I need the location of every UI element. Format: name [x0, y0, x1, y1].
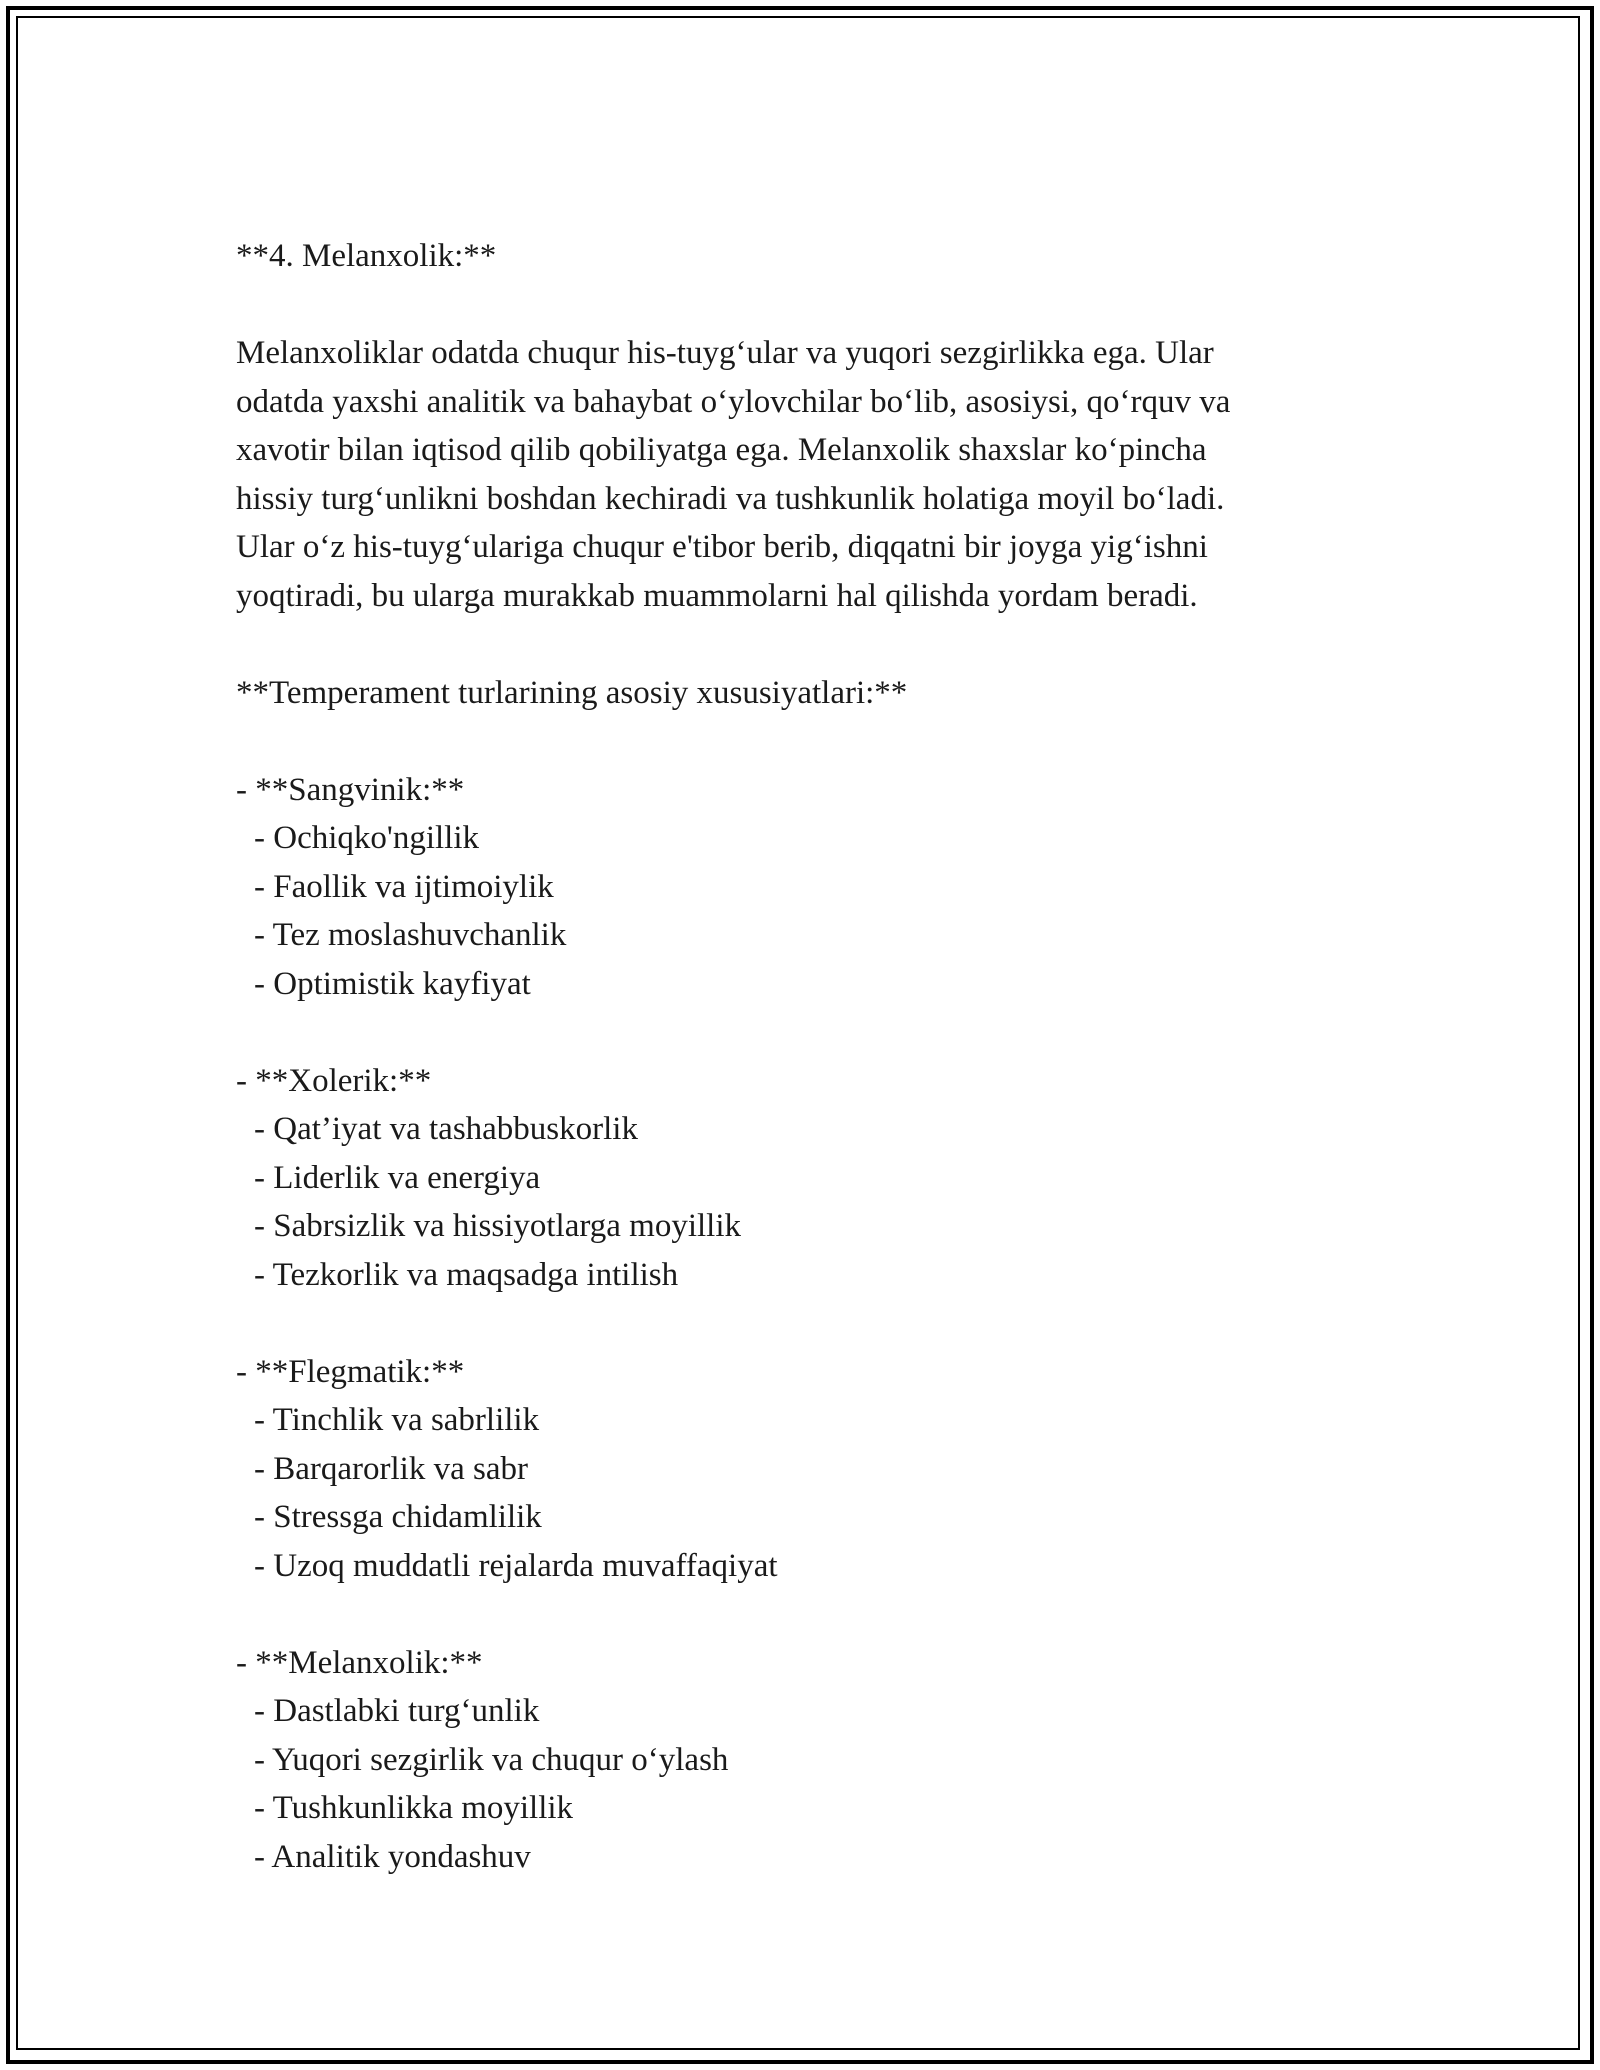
type-block-melanxolik	[236, 1639, 1366, 1882]
type-label: - **Xolerik:**	[236, 1062, 432, 1099]
paragraph-line: hissiy turg‘unlikni boshdan kechiradi va tushkunlik holatiga moyil bo‘ladi.	[236, 480, 1225, 517]
type-label: - **Flegmatik:**	[236, 1353, 465, 1390]
type-trait: - Tezkorlik va maqsadga intilish	[254, 1256, 679, 1293]
type-trait: - Yuqori sezgirlik va chuqur o‘ylash	[254, 1741, 729, 1778]
type-trait: - Faollik va ijtimoiylik	[254, 868, 554, 905]
paragraph-line: xavotir bilan iqtisod qilib qobiliyatga ega. Melanxolik shaxslar ko‘pincha	[236, 432, 1207, 468]
paragraph-line: Ular o‘z his-tuyg‘ulariga chuqur e'tibor berib, diqqatni bir joyga yig‘ishni	[236, 529, 1208, 565]
spacer	[236, 717, 1366, 766]
document-body	[236, 232, 1366, 1881]
type-trait: - Optimistik kayfiyat	[254, 965, 531, 1002]
type-trait: - Sabrsizlik va hissiyotlarga moyillik	[254, 1208, 742, 1244]
type-trait: - Ochiqko'ngillik	[254, 820, 480, 856]
spacer	[236, 1299, 1366, 1348]
spacer	[236, 1590, 1366, 1639]
type-trait: - Stressga chidamlilik	[254, 1499, 542, 1535]
type-trait: - Dastlabki turg‘unlik	[254, 1693, 540, 1729]
type-label: - **Sangvinik:**	[236, 771, 465, 808]
type-trait: - Qat’iyat va tashabbuskorlik	[254, 1111, 638, 1147]
paragraph-line: odatda yaxshi analitik va bahaybat o‘ylovchilar bo‘lib, asosiysi, qo‘rquv va	[236, 383, 1231, 420]
paragraph-line: yoqtiradi, bu ularga murakkab muammolarni hal qilishda yordam beradi.	[236, 577, 1198, 614]
type-trait: - Barqarorlik va sabr	[254, 1450, 528, 1487]
type-trait: - Liderlik va energiya	[254, 1159, 541, 1196]
type-block-flegmatik	[236, 1348, 1366, 1591]
spacer	[236, 281, 1366, 330]
type-trait: - Uzoq muddatli rejalarda muvaffaqiyat	[254, 1547, 778, 1584]
summary-heading: **Temperament turlarining asosiy xususiyatlari:**	[236, 674, 908, 711]
type-block-sangvinik	[236, 766, 1366, 1009]
type-trait: - Tushkunlikka moyillik	[254, 1790, 574, 1826]
type-trait: - Tez moslashuvchanlik	[254, 917, 567, 953]
section-heading: **4. Melanxolik:**	[236, 238, 497, 274]
type-trait: - Analitik yondashuv	[254, 1838, 531, 1875]
spacer	[236, 620, 1366, 669]
type-trait: - Tinchlik va sabrlilik	[254, 1402, 540, 1438]
paragraph-line: Melanxoliklar odatda chuqur his-tuyg‘ular va yuqori sezgirlikka ega. Ular	[236, 335, 1214, 371]
type-block-xolerik	[236, 1057, 1366, 1300]
melancholic-paragraph	[236, 329, 1366, 620]
spacer	[236, 1008, 1366, 1057]
type-label: - **Melanxolik:**	[236, 1644, 483, 1681]
